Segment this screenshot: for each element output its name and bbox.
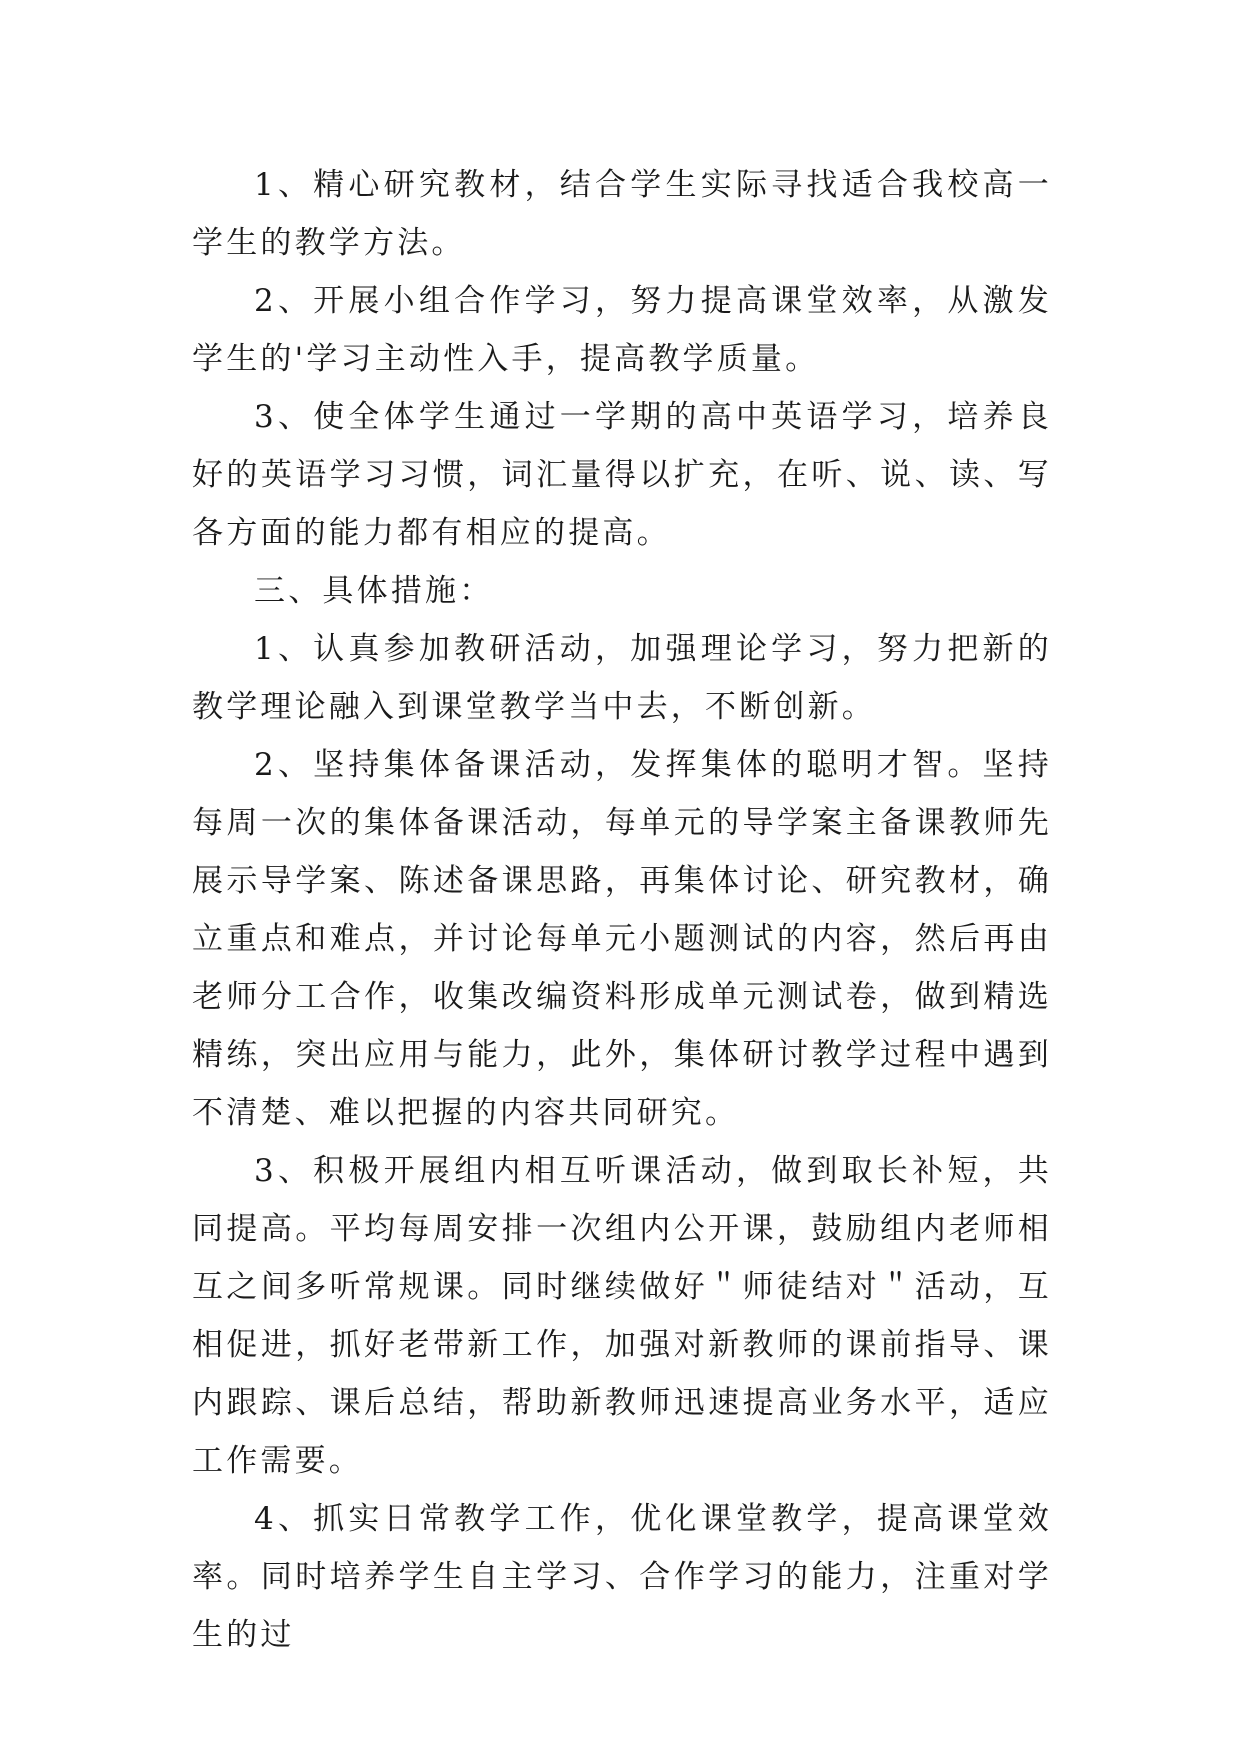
section-heading-measures: 三、具体措施： [254, 573, 494, 609]
paragraph-measure-3: 3、积极开展组内相互听课活动，做到取长补短，共同提高。平均每周安排一次组内公开课，鼓励组内老师相互之间多听常规课。同时继续做好＂师徒结对＂活动，互相促进，抓好老带新工作，加强对新教师的课前指导、课内跟踪、课后总结，帮助新教师迅速提高业务水平，适应工作需要。 [192, 1153, 1052, 1479]
paragraph-goal-1: 1、精心研究教材，结合学生实际寻找适合我校高一学生的教学方法。 [192, 167, 1052, 261]
paragraph-measure-2: 2、坚持集体备课活动，发挥集体的聪明才智。坚持每周一次的集体备课活动，每单元的导学案主备课教师先展示导学案、陈述备课思路，再集体讨论、研究教材，确立重点和难点，并讨论每单元小题测试的内容，然后再由老师分工合作，收集改编资料形成单元测试卷，做到精选精练，突出应用与能力，此外，集体研讨教学过程中遇到不清楚、难以把握的内容共同研究。 [192, 747, 1052, 1131]
paragraph-measure-4: 4、抓实日常教学工作，优化课堂教学，提高课堂效率。同时培养学生自主学习、合作学习的能力，注重对学生的过 [192, 1501, 1052, 1653]
paragraph-measure-1: 1、认真参加教研活动，加强理论学习，努力把新的教学理论融入到课堂教学当中去，不断创新。 [192, 631, 1052, 725]
paragraph-goal-2: 2、开展小组合作学习，努力提高课堂效率，从激发学生的'学习主动性入手，提高教学质量。 [192, 283, 1052, 377]
paragraph-goal-3: 3、使全体学生通过一学期的高中英语学习，培养良好的英语学习习惯，词汇量得以扩充，在听、说、读、写各方面的能力都有相应的提高。 [192, 399, 1052, 551]
document-body [192, 156, 1052, 1664]
